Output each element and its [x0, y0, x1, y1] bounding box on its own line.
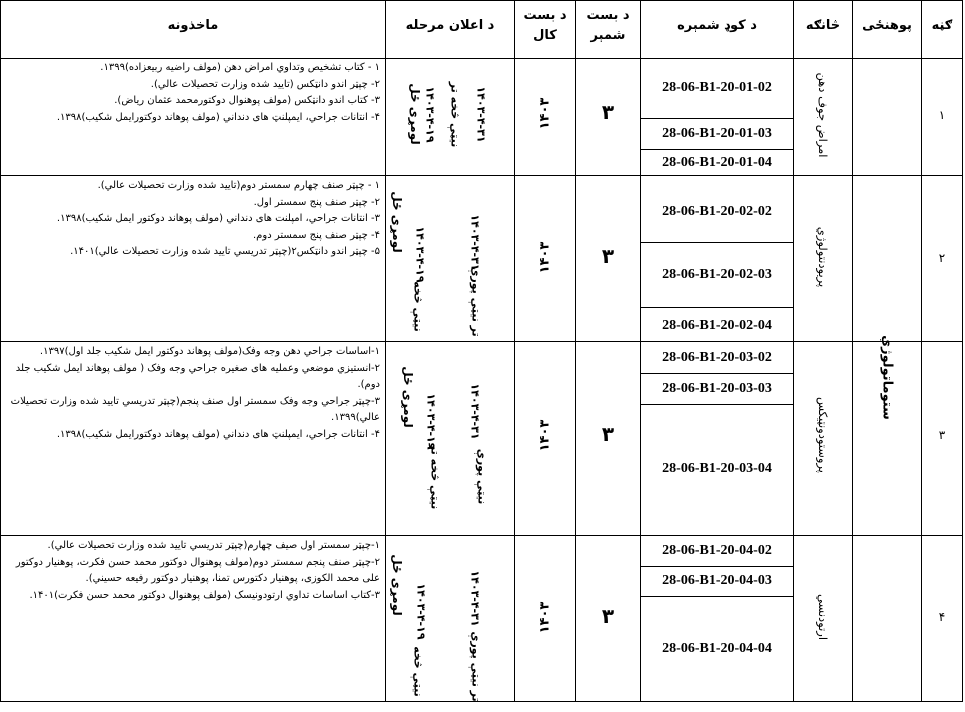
date-to: ۱۴۰۳-۴-۳۱	[468, 383, 482, 440]
code-divider	[640, 404, 793, 405]
source-item: ۲- چپټر اندو دانټکس (تایید شده وزارت تحصیلات عالي).	[150, 78, 380, 90]
col-divider	[921, 0, 922, 702]
code-divider	[640, 242, 793, 243]
section-number: ۳	[601, 604, 615, 628]
date-from: ۱۴۰۳-۴-۱۹	[413, 226, 427, 283]
row-number: ۲	[938, 251, 946, 265]
source-item: ۴- انتانات جراحي، ایمپلنټ های دنداني (مولف پوهاند دوکتورایمل شکیب)۱۳۹۸.	[56, 428, 380, 440]
source-item: ۱-اساسات جراحي دهن وجه وفک(مولف پوهاند دوکتور ایمل شکیب جلد اول)۱۳۹۷.	[39, 346, 380, 357]
code-number: 28-06-B1-20-02-03	[662, 267, 772, 282]
date-to-label: تر نیټې پورې	[469, 631, 483, 702]
code-number: 28-06-B1-20-03-04	[662, 461, 772, 476]
table-border-top	[0, 0, 963, 1]
row-divider-1	[0, 175, 963, 176]
date-from: ۱۴۰۳-۴-۱۹	[423, 86, 437, 143]
code-divider	[640, 307, 793, 308]
section-year: ۱۴۰۳	[537, 601, 553, 634]
header-announcement-stage: د اعلان مرحله	[405, 18, 495, 33]
date-to-label: نیټې پورې	[475, 448, 489, 505]
sources-list	[8, 178, 380, 261]
source-item: ۳- انتانات جراحي، امپلنت های دنداني (مولف پوهاند دوکتور ایمل شکیب)۱۳۹۸.	[56, 213, 380, 224]
col-divider	[852, 0, 853, 702]
col-divider	[385, 0, 386, 702]
source-item: ۲-انستیزي موضعي وعملیه های صغیره جراحي وجه وفک ( مولف پوهاند ایمل شکیب جلد دوم).	[15, 362, 380, 390]
source-item: ۳- کتاب اندو دانټکس (مولف پوهنوال دوکتورمحمد عثمان ریاض).	[114, 95, 380, 106]
section-number: ۳	[601, 244, 615, 268]
department-name: امراض جوف دهن	[816, 72, 830, 158]
header-section-number: د بست شمېر	[586, 8, 630, 43]
col-divider	[514, 0, 515, 702]
source-item: ۱ - چپټر صنف چهارم سمستر دوم(تایید شده وزارت تحصیلات عالي).	[97, 180, 380, 191]
row-number: ۱	[938, 108, 946, 122]
code-divider	[640, 149, 793, 150]
date-from: ۱۴۰۳-۴-۱۹	[414, 583, 428, 640]
source-item: ۲-چپټر صنف پنجم سمستر دوم(مولف پوهنوال دوکتور محمد حسن فکرت، پوهنیار دوکتور علی محمد الکوزی، پوهنیار دکتورس تمنا، پوهنیار دوکتور رفیعه حسیني).	[15, 556, 380, 584]
sources-list	[8, 538, 380, 604]
code-number: 28-06-B1-20-01-02	[662, 80, 772, 95]
date-to: ۱۴۰۳-۴-۳۱	[468, 570, 482, 627]
code-number: 28-06-B1-20-01-03	[662, 126, 772, 141]
table-border-right	[962, 0, 963, 702]
date-from-label: نیټې څخه تر	[428, 443, 442, 510]
row-divider-3	[0, 535, 963, 536]
source-item: ۳-کتاب اساسات تداوي ارتودونیسک (مولف پوهنوال دوکتور محمد حسن فکرت)۱۴۰۱.	[29, 589, 380, 601]
date-to: ۱۴۰۳-۴-۳۱	[474, 86, 488, 143]
code-divider	[640, 373, 793, 374]
header-code-number: د کوډ شمېره	[677, 18, 757, 33]
code-divider	[640, 596, 793, 597]
source-item: ۴- چپټر صنف پنج سمستر دوم.	[253, 229, 380, 241]
header-number: ګڼه	[931, 18, 953, 33]
row-number: ۳	[938, 428, 946, 442]
department-name: ارتودنسي	[816, 593, 830, 641]
source-item: ۵- چپټر اندو دانټکس۲(چپټر تدریسي تایید شده وزارت تحصیلات عالي)۱۴۰۱.	[70, 246, 380, 257]
code-number: 28-06-B1-20-04-04	[662, 641, 772, 656]
header-department: څانګه	[805, 18, 841, 33]
code-number: 28-06-B1-20-04-03	[662, 573, 772, 588]
section-year: ۱۴۰۳	[537, 419, 553, 452]
source-item: ۱ - کتاب تشخیص وتداوي امراض دهن (مولف راضیه ربیعزاده)۱۳۹۹.	[100, 62, 380, 73]
code-divider	[640, 566, 793, 567]
sources-list	[8, 60, 380, 126]
department-name: پروستودونټیکس	[816, 397, 830, 473]
code-number: 28-06-B1-20-04-02	[662, 543, 772, 558]
source-item: ۲- چپټر صنف پنج سمستر اول.	[253, 196, 380, 208]
date-to-label: تر نیټې پورې	[469, 266, 483, 337]
header-sources: ماخذونه	[167, 18, 219, 33]
date-from-label: نیټې څخه	[411, 281, 425, 332]
header-faculty: پوهنځی	[862, 18, 912, 33]
table-border-left	[0, 0, 1, 702]
source-item: ۴- انتانات جراحي، ایمپلنټ های دنداني (مولف پوهاند دوکتورایمل شکیب)۱۳۹۸.	[56, 111, 380, 123]
source-item: ۳-چپټر جراحي وجه وفک سمستر اول صنف پنجم(چپټر تدریسي تایید شده وزارت تحصیلات عالي)۱۳۹۹.	[10, 395, 380, 423]
section-number: ۳	[601, 100, 615, 124]
date-from: ۱۴۰۳-۴-۱۹	[424, 393, 438, 450]
section-number: ۳	[601, 422, 615, 446]
faculty-name: ستوماتولوژي	[879, 335, 895, 420]
code-divider	[640, 118, 793, 119]
header-section-year: د بست کال	[523, 8, 567, 43]
code-number: 28-06-B1-20-03-03	[662, 381, 772, 396]
date-from-label: نیټې څخه تر	[448, 81, 462, 148]
code-number: 28-06-B1-20-03-02	[662, 350, 772, 365]
section-year: ۱۴۰۳	[537, 97, 553, 130]
stage-label: لومړی ځل	[390, 554, 404, 616]
code-number: 28-06-B1-20-02-02	[662, 204, 772, 219]
col-divider	[793, 0, 794, 702]
date-to: ۱۴۰۳-۴-۳۱	[468, 214, 482, 271]
date-from-label: نیټې څخه	[411, 646, 425, 697]
stage-label: لومړی ځل	[401, 366, 415, 428]
stage-label: لومړی ځل	[390, 191, 404, 253]
section-year: ۱۴۰۳	[537, 241, 553, 274]
sources-list	[8, 344, 380, 443]
source-item: ۱-چپټر سمستر اول صیف چهارم(چپټر تدریسي تایید شده وزارت تحصیلات عالي).	[47, 540, 380, 551]
row-number: ۴	[938, 610, 946, 624]
code-number: 28-06-B1-20-01-04	[662, 155, 772, 170]
department-name: پریودنتولوژي	[816, 226, 830, 288]
stage-label: لومړی ځل	[408, 83, 422, 145]
code-number: 28-06-B1-20-02-04	[662, 318, 772, 333]
